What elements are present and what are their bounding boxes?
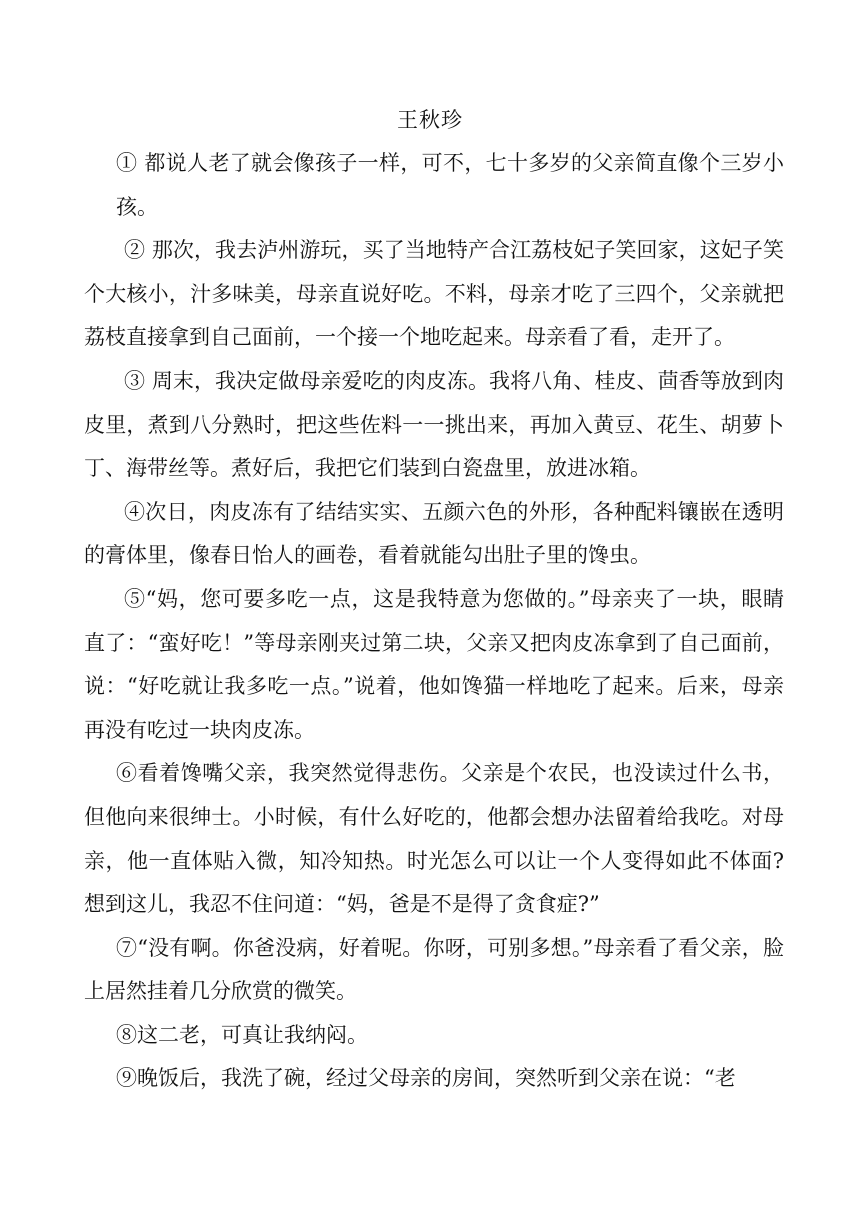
paragraph-7: ⑦“没有啊。你爸没病，好着呢。你呀，可别多想。”母亲看了看父亲，脸上居然挂着几分欣赏的微笑。 — [84, 935, 784, 1004]
paragraph-2: ② 那次，我去泸州游玩，买了当地特产合江荔枝妃子笑回家，这妃子笑个大核小，汁多味美，母亲直说好吃。不料，母亲才吃了三四个，父亲就把荔枝直接拿到自己面前，一个接一个地吃起来。母亲看了看，走开了。 — [84, 238, 784, 350]
paragraph-8: ⑧这二老，可真让我纳闷。 — [116, 1022, 368, 1047]
paragraph-4: ④次日，肉皮冻有了结结实实、五颜六色的外形，各种配料镶嵌在透明的膏体里，像春日怡人的画卷，看着就能勾出肚子里的馋虫。 — [84, 499, 784, 568]
article-body — [84, 142, 784, 1101]
paragraph-9: ⑨晚饭后，我洗了碗，经过父母亲的房间，突然听到父亲在说：“老 — [116, 1066, 736, 1091]
paragraph-1: ① 都说人老了就会像孩子一样，可不，七十多岁的父亲简直像个三岁小孩。 — [116, 151, 784, 219]
paragraph-5: ⑤“妈，您可要多吃一点，这是我特意为您做的。”母亲夹了一块，眼睛直了：“蛮好吃！”等母亲刚夹过第二块，父亲又把肉皮冻拿到了自己面前，说：“好吃就让我多吃一点。”说着，他如馋猫一样地吃了起来。后来，母亲再没有吃过一块肉皮冻。 — [84, 586, 784, 742]
author-name: 王秋珍 — [397, 108, 463, 132]
paragraph-6: ⑥看着馋嘴父亲，我突然觉得悲伤。父亲是个农民，也没读过什么书，但他向来很绅士。小时候，有什么好吃的，他都会想办法留着给我吃。对母亲，他一直体贴入微，知冷知热。时光怎么可以让一个人变得如此不体面?想到这儿，我忍不住问道：“妈，爸是不是得了贪食症?” — [84, 761, 784, 917]
paragraph-3: ③ 周末，我决定做母亲爱吃的肉皮冻。我将八角、桂皮、茴香等放到肉皮里，煮到八分熟时，把这些佐料一一挑出来，再加入黄豆、花生、胡萝卜丁、海带丝等。煮好后，我把它们装到白瓷盘里，放进冰箱。 — [84, 368, 784, 481]
